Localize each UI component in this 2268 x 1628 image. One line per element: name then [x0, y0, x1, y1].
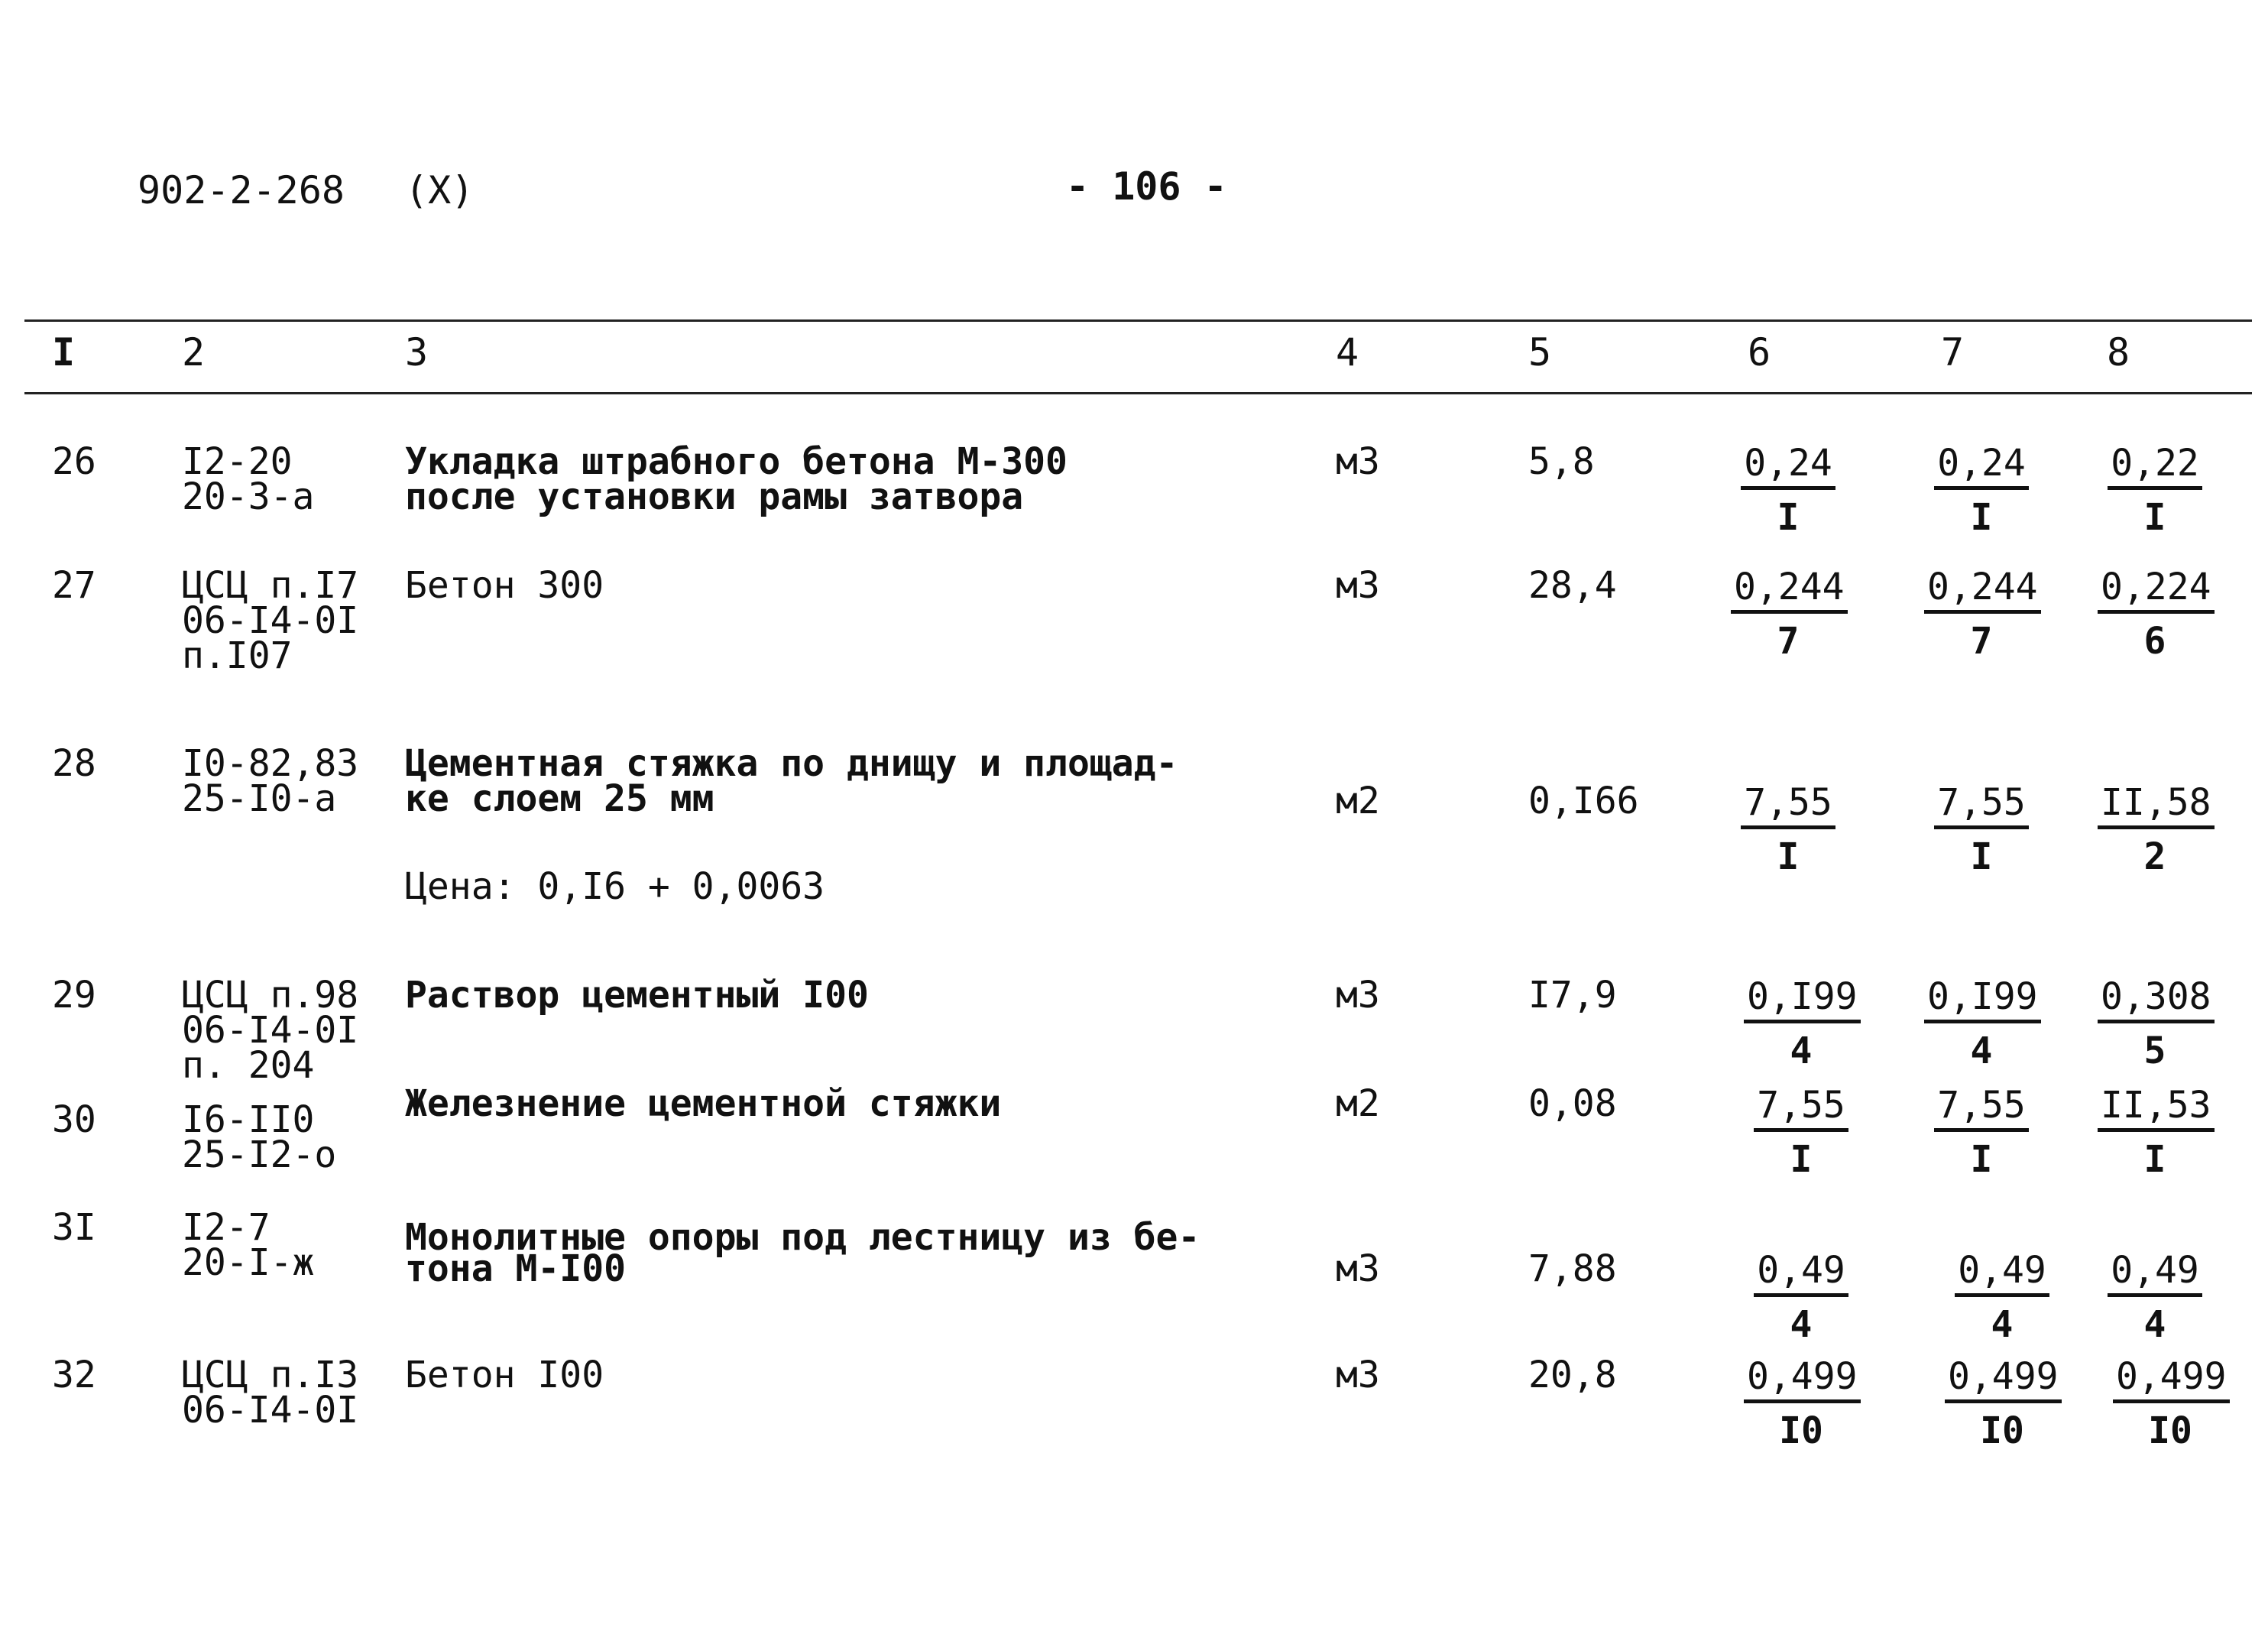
unit-of-measure: м3 [1336, 974, 1380, 1017]
norm-code: ЦСЦ п.I3 [182, 1354, 359, 1396]
fraction-col-6 [1731, 566, 1845, 663]
norm-code: 06-I4-0I [182, 1389, 359, 1432]
fraction-denominator: I0 [1980, 1409, 2024, 1452]
norm-code: 25-I2-o [182, 1133, 337, 1176]
work-description: Бетон 300 [405, 564, 604, 607]
fraction-denominator: I0 [2148, 1409, 2192, 1452]
fraction-col-6 [1744, 1249, 1858, 1346]
page-number: - 106 - [1066, 164, 1227, 209]
fraction-numerator: 0,308 [2098, 978, 2215, 1023]
fraction-col-7 [1924, 442, 2039, 539]
unit-of-measure: м3 [1336, 1354, 1380, 1396]
fraction-col-6 [1744, 975, 1858, 1072]
fraction-denominator: 4 [1790, 1030, 1813, 1072]
fraction-numerator: II,53 [2098, 1087, 2215, 1132]
norm-code: 06-I4-0I [182, 599, 359, 642]
norm-code: 25-I0-a [182, 777, 337, 820]
fraction-col-8 [2098, 442, 2212, 539]
work-description: Раствор цементный I00 [405, 974, 869, 1017]
norm-code: ЦСЦ п.I7 [182, 564, 359, 607]
quantity: 28,4 [1528, 564, 1617, 607]
fraction-col-8 [2098, 566, 2212, 663]
fraction-col-8 [2098, 1084, 2212, 1181]
norm-code: п. 204 [182, 1044, 315, 1087]
fraction-col-8 [2098, 781, 2212, 878]
fraction-col-6 [1744, 1084, 1858, 1181]
quantity: 5,8 [1528, 440, 1595, 483]
column-header: I [52, 330, 76, 375]
fraction-numerator: 7,55 [1934, 1087, 2029, 1132]
fraction-col-7 [1924, 975, 2039, 1072]
unit-of-measure: м3 [1336, 1247, 1380, 1290]
row-number: 28 [52, 742, 96, 785]
fraction-col-7 [1924, 781, 2039, 878]
fraction-denominator: I [1777, 835, 1800, 878]
fraction-numerator: 0,24 [1741, 445, 1835, 490]
fraction-denominator: I [2143, 1138, 2166, 1181]
fraction-numerator: 0,24 [1934, 445, 2029, 490]
norm-code: I6-II0 [182, 1098, 315, 1141]
column-header: 2 [182, 330, 206, 375]
work-description: после установки рамы затвора [405, 475, 1024, 518]
fraction-denominator: 7 [1970, 620, 1993, 663]
fraction-col-8 [2113, 1355, 2228, 1452]
document-code: 902-2-268 [138, 168, 345, 212]
fraction-numerator: 7,55 [1934, 784, 2029, 829]
fraction-col-7 [1945, 1355, 2059, 1452]
fraction-denominator: 7 [1777, 620, 1800, 663]
fraction-denominator: I [1970, 835, 1993, 878]
column-header: 8 [2107, 330, 2130, 375]
unit-of-measure: м3 [1336, 440, 1380, 483]
work-description: тона М-I00 [405, 1247, 626, 1290]
fraction-col-7 [1924, 566, 2039, 663]
table-header-rule [24, 392, 2252, 394]
work-description: Монолитные опоры под лестницу из бе- [405, 1216, 1200, 1259]
unit-of-measure: м3 [1336, 564, 1380, 607]
fraction-numerator: 0,I99 [1744, 978, 1861, 1023]
fraction-numerator: 0,244 [1731, 569, 1848, 614]
fraction-numerator: 0,499 [2113, 1358, 2230, 1403]
fraction-denominator: 6 [2143, 620, 2166, 663]
work-description: Укладка штрабного бетона М-300 [405, 440, 1068, 483]
fraction-denominator: 4 [1991, 1303, 2014, 1346]
norm-code: I2-20 [182, 440, 293, 483]
fraction-denominator: I [1970, 1138, 1993, 1181]
quantity: 0,08 [1528, 1082, 1617, 1125]
fraction-numerator: 0,49 [2108, 1252, 2202, 1297]
quantity: I7,9 [1528, 974, 1617, 1017]
work-description: ке слоем 25 мм [405, 777, 714, 820]
fraction-denominator: I [1970, 496, 1993, 539]
column-header: 5 [1528, 330, 1552, 375]
fraction-col-8 [2098, 975, 2212, 1072]
quantity: 7,88 [1528, 1247, 1617, 1290]
fraction-numerator: 7,55 [1741, 784, 1835, 829]
quantity: 0,I66 [1528, 780, 1639, 822]
document-variant: (X) [405, 168, 475, 212]
norm-code: I0-82,83 [182, 742, 359, 785]
fraction-numerator: 7,55 [1754, 1087, 1848, 1132]
row-number: 27 [52, 564, 96, 607]
fraction-numerator: 0,49 [1955, 1252, 2049, 1297]
row-number: 29 [52, 974, 96, 1017]
price-note: Цена: 0,I6 + 0,0063 [405, 865, 825, 908]
norm-code: I2-7 [182, 1206, 271, 1249]
unit-of-measure: м2 [1336, 780, 1380, 822]
fraction-denominator: 4 [1970, 1030, 1993, 1072]
fraction-denominator: 4 [2143, 1303, 2166, 1346]
fraction-denominator: 4 [1790, 1303, 1813, 1346]
fraction-denominator: I0 [1779, 1409, 1823, 1452]
fraction-col-8 [2098, 1249, 2212, 1346]
norm-code: ЦСЦ п.98 [182, 974, 359, 1017]
fraction-numerator: 0,224 [2098, 569, 2215, 614]
work-description: Железнение цементной стяжки [405, 1082, 1002, 1125]
quantity: 20,8 [1528, 1354, 1617, 1396]
row-number: 32 [52, 1354, 96, 1396]
norm-code: 20-3-a [182, 475, 315, 518]
fraction-denominator: I [1790, 1138, 1813, 1181]
norm-code: 20-I-ж [182, 1241, 315, 1284]
fraction-col-6 [1731, 442, 1845, 539]
work-description: Бетон I00 [405, 1354, 604, 1396]
fraction-denominator: 2 [2143, 835, 2166, 878]
fraction-denominator: I [1777, 496, 1800, 539]
fraction-col-6 [1731, 781, 1845, 878]
fraction-numerator: 0,22 [2108, 445, 2202, 490]
fraction-denominator: I [2143, 496, 2166, 539]
fraction-numerator: 0,I99 [1924, 978, 2041, 1023]
fraction-col-7 [1924, 1084, 2039, 1181]
fraction-numerator: 0,244 [1924, 569, 2041, 614]
column-header: 7 [1941, 330, 1965, 375]
work-description: Цементная стяжка по днищу и площад- [405, 742, 1178, 785]
norm-code: 06-I4-0I [182, 1009, 359, 1052]
unit-of-measure: м2 [1336, 1082, 1380, 1125]
norm-code: п.I07 [182, 634, 293, 677]
table-top-rule [24, 319, 2252, 322]
fraction-col-6 [1744, 1355, 1858, 1452]
column-header: 4 [1336, 330, 1359, 375]
row-number: 30 [52, 1098, 96, 1141]
column-header: 3 [405, 330, 429, 375]
fraction-col-7 [1945, 1249, 2059, 1346]
row-number: 26 [52, 440, 96, 483]
row-number: 3I [52, 1206, 96, 1249]
fraction-numerator: II,58 [2098, 784, 2215, 829]
column-header: 6 [1748, 330, 1771, 375]
fraction-numerator: 0,499 [1744, 1358, 1861, 1403]
fraction-denominator: 5 [2143, 1030, 2166, 1072]
fraction-numerator: 0,49 [1754, 1252, 1848, 1297]
fraction-numerator: 0,499 [1945, 1358, 2062, 1403]
